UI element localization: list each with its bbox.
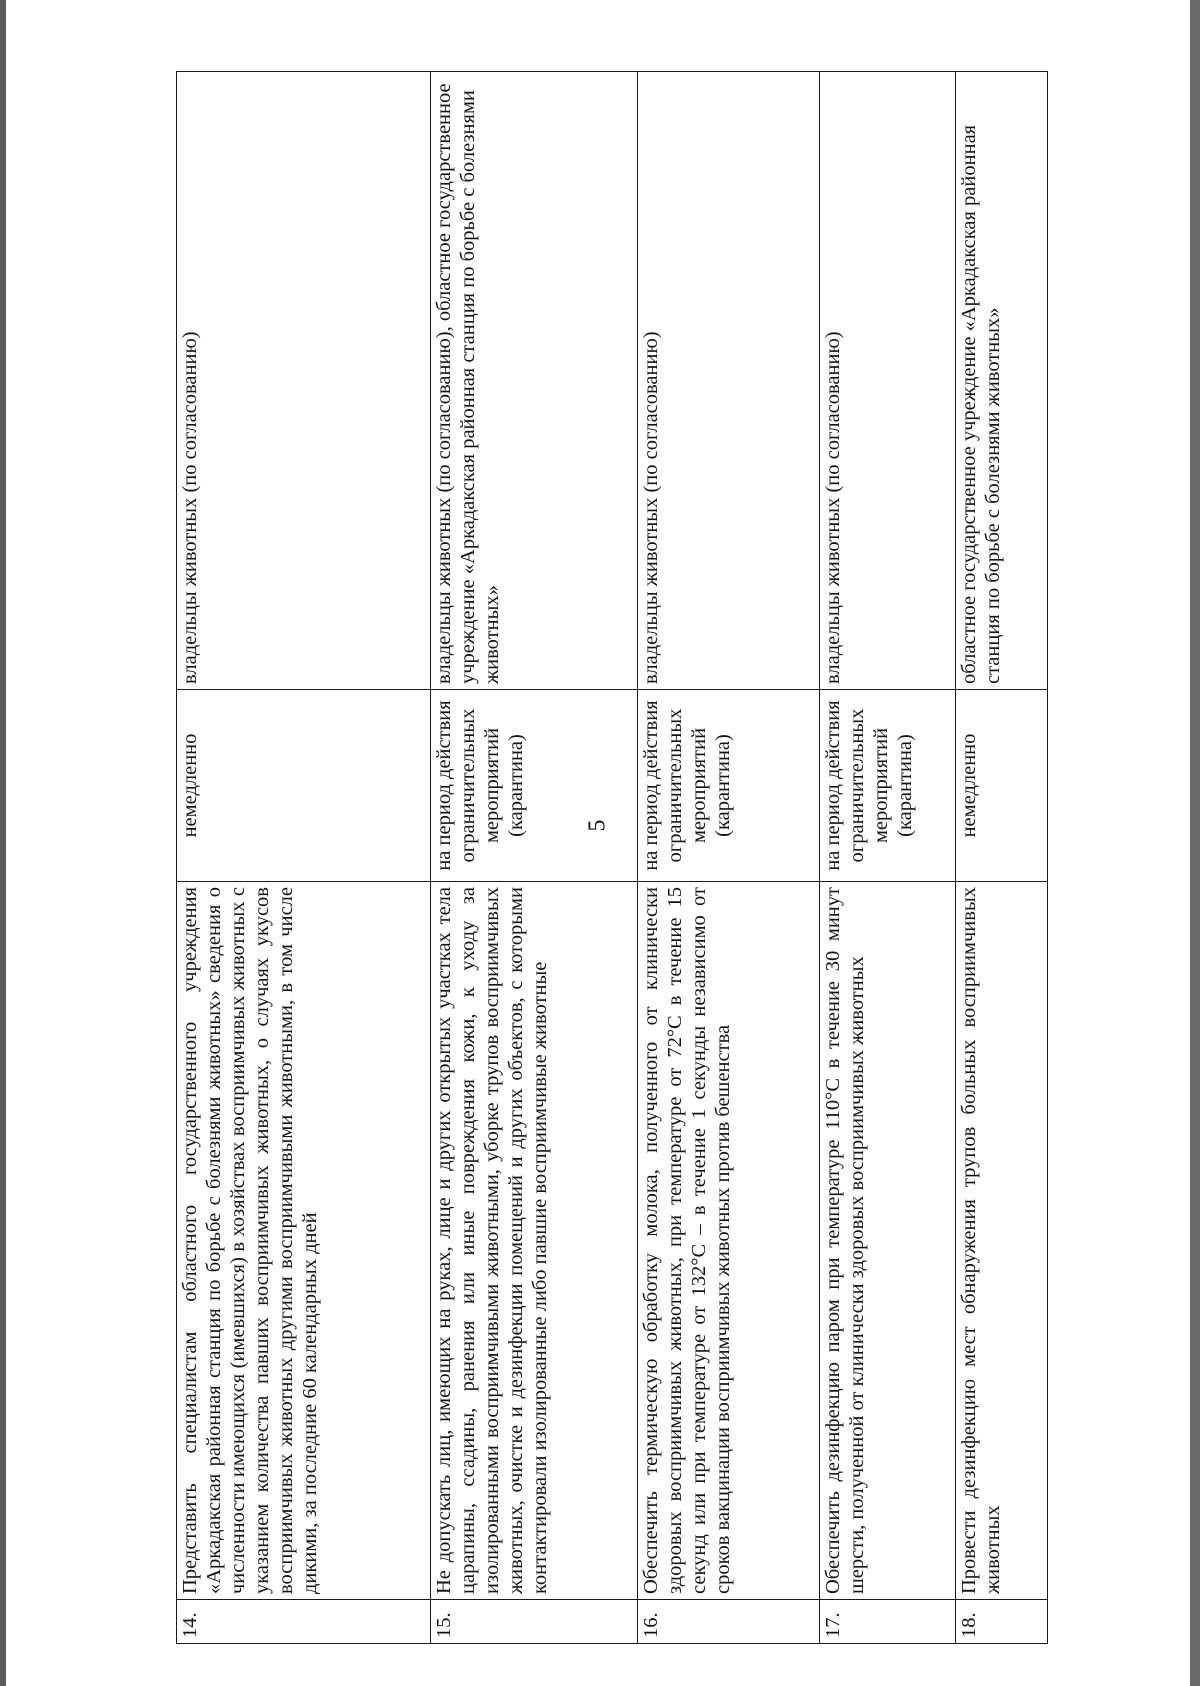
scan-edge-left: [0, 0, 6, 1686]
table-row: [431, 72, 637, 1644]
row-action: Представить специалистам областного государственного учреждения «Аркадакская районная станция по борьбе с болезнями животных» сведения о численности имеющихся (имевшихся) в хозяйствах восприимчивых животных с указанием количества павших восприимчивых животных, о случаях укусов восприимчивых животных другими восприимчивыми животными, в том числе дикими, за последние 60 календарных дней: [177, 882, 431, 1600]
row-term: на период действия ограничительных мероприятий (карантина): [431, 690, 637, 882]
row-term: на период действия ограничительных мероприятий (карантина): [637, 690, 819, 882]
row-number: 14.: [177, 1600, 431, 1644]
row-responsible: владельцы животных (по согласованию): [637, 72, 819, 690]
measures-table: [176, 71, 1048, 1644]
row-action: Провести дезинфекцию мест обнаружения трупов больных восприимчивых животных: [955, 882, 1047, 1600]
table-row: [819, 72, 955, 1644]
row-number: 16.: [637, 1600, 819, 1644]
row-responsible: областное государственное учреждение «Аркадакская районная станция по борьбе с болезнями животных»: [955, 72, 1047, 690]
row-responsible: владельцы животных (по согласованию), областное государственное учреждение «Аркадакская районная станция по борьбе с болезнями животных»: [431, 72, 637, 690]
row-action: Обеспечить дезинфекцию паром при температуре 110°С в течение 30 минут шерсти, полученной от клинически здоровых восприимчивых животных: [819, 882, 955, 1600]
row-action: Обеспечить термическую обработку молока, полученного от клинически здоровых восприимчивых животных, при температуре от 72°С в течение 15 секунд или при температуре от 132°С – в течение 1 секунды независимо от сроков вакцинации восприимчивых животных против бешенства: [637, 882, 819, 1600]
row-number: 15.: [431, 1600, 637, 1644]
row-responsible: владельцы животных (по согласованию): [819, 72, 955, 690]
row-responsible: владельцы животных (по согласованию): [177, 72, 431, 690]
row-term: немедленно: [955, 690, 1047, 882]
page-number: 5: [584, 819, 611, 832]
row-number: 17.: [819, 1600, 955, 1644]
row-term: немедленно: [177, 690, 431, 882]
row-number: 18.: [955, 1600, 1047, 1644]
scan-edge-right: [1190, 0, 1200, 1686]
row-term: на период действия ограничительных мероприятий (карантина): [819, 690, 955, 882]
table-row: [955, 72, 1047, 1644]
row-action: Не допускать лиц, имеющих на руках, лице и других открытых участках тела царапины, ссадины, ранения или иные повреждения кожи, к уходу за изолированными восприимчивыми животными, уборке трупов восприимчивых животных, очистке и дезинфекции помещений и других объектов, с которыми контактировали изолированные либо павшие восприимчивые животные: [431, 882, 637, 1600]
table-row: [177, 72, 431, 1644]
table-row: [637, 72, 819, 1644]
table-container: [176, 72, 1048, 1644]
